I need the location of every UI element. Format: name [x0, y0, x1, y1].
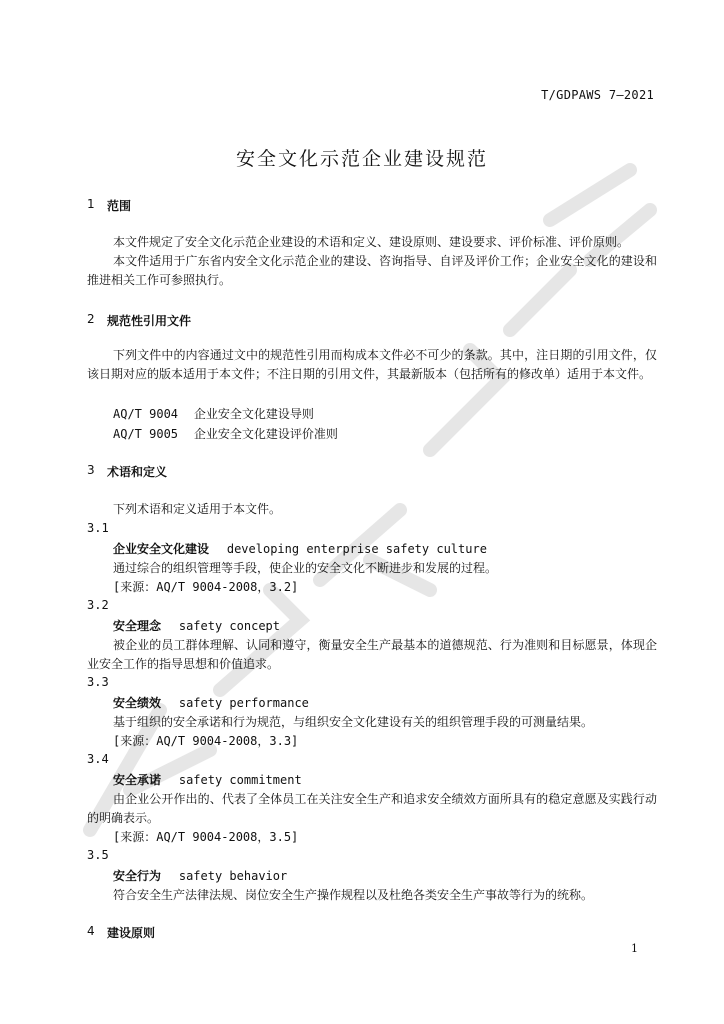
term-english: safety behavior [178, 869, 288, 883]
reference-item [113, 405, 314, 422]
term-english: safety concept [178, 619, 280, 633]
term-number: 3.3 [87, 675, 109, 689]
reference-item [113, 425, 338, 442]
term-heading [113, 867, 287, 884]
term-number: 3.1 [87, 521, 109, 535]
term-source: [来源：AQ/T 9004-2008，3.3] [113, 734, 299, 748]
reference-code: AQ/T 9004 [113, 407, 179, 421]
section-2-title: 规范性引用文件 [107, 314, 192, 328]
term-number: 3.2 [87, 598, 109, 612]
term-chinese: 安全行为 [113, 869, 162, 883]
section-2-number: 2 [87, 312, 95, 326]
term-english: developing enterprise safety culture [226, 542, 487, 556]
section-3-title: 术语和定义 [107, 465, 168, 479]
section-2-para-1: 下列文件中的内容通过文中的规范性引用而构成本文件必不可少的条款。其中，注日期的引用文件，仅该日期对应的版本适用于本文件；不注日期的引用文件，其最新版本（包括所有的修改单）适用于本文件。 [87, 348, 657, 381]
reference-title: 企业安全文化建设导则 [193, 407, 314, 421]
term-heading [113, 771, 302, 788]
section-3-intro: 下列术语和定义适用于本文件。 [113, 502, 282, 516]
term-heading [113, 617, 280, 634]
term-english: safety commitment [178, 773, 302, 787]
section-4-number: 4 [87, 924, 95, 938]
section-1-para-2: 本文件适用于广东省内安全文化示范企业的建设、咨询指导、自评及评价工作；企业安全文化的建设和推进相关工作可参照执行。 [87, 254, 657, 287]
reference-title: 企业安全文化建设评价准则 [193, 427, 338, 441]
term-definition: 由企业公开作出的、代表了全体员工在关注安全生产和追求安全绩效方面所具有的稳定意愿及实践行动的明确表示。 [87, 792, 657, 825]
term-source: [来源：AQ/T 9004-2008，3.2] [113, 580, 299, 594]
term-heading [113, 694, 309, 711]
section-1-para-1: 本文件规定了安全文化示范企业建设的术语和定义、建设原则、建设要求、评价标准、评价原则。 [113, 235, 630, 249]
term-definition: 基于组织的安全承诺和行为规范，与组织安全文化建设有关的组织管理手段的可测量结果。 [113, 715, 594, 729]
term-english: safety performance [178, 696, 309, 710]
term-source: [来源：AQ/T 9004-2008，3.5] [113, 830, 299, 844]
section-4-title: 建设原则 [107, 926, 156, 940]
term-heading [113, 540, 487, 557]
term-definition: 被企业的员工群体理解、认同和遵守，衡量安全生产最基本的道德规范、行为准则和目标愿景，体现企业安全工作的指导思想和价值追求。 [87, 638, 657, 671]
term-chinese: 安全理念 [113, 619, 162, 633]
term-number: 3.5 [87, 848, 109, 862]
term-definition: 符合安全生产法律法规、岗位安全生产操作规程以及杜绝各类安全生产事故等行为的统称。 [113, 888, 594, 902]
section-3-number: 3 [87, 463, 95, 477]
page-number: 1 [631, 942, 638, 955]
section-1-number: 1 [87, 197, 95, 211]
term-definition: 通过综合的组织管理等手段，使企业的安全文化不断进步和发展的过程。 [113, 561, 498, 575]
section-1-title: 范围 [107, 199, 132, 213]
document-title: 安全文化示范企业建设规范 [235, 148, 488, 170]
standard-code: T/GDPAWS 7—2021 [541, 88, 654, 102]
term-chinese: 企业安全文化建设 [113, 542, 210, 556]
term-number: 3.4 [87, 752, 109, 766]
reference-code: AQ/T 9005 [113, 427, 179, 441]
term-chinese: 安全承诺 [113, 773, 162, 787]
term-chinese: 安全绩效 [113, 696, 162, 710]
